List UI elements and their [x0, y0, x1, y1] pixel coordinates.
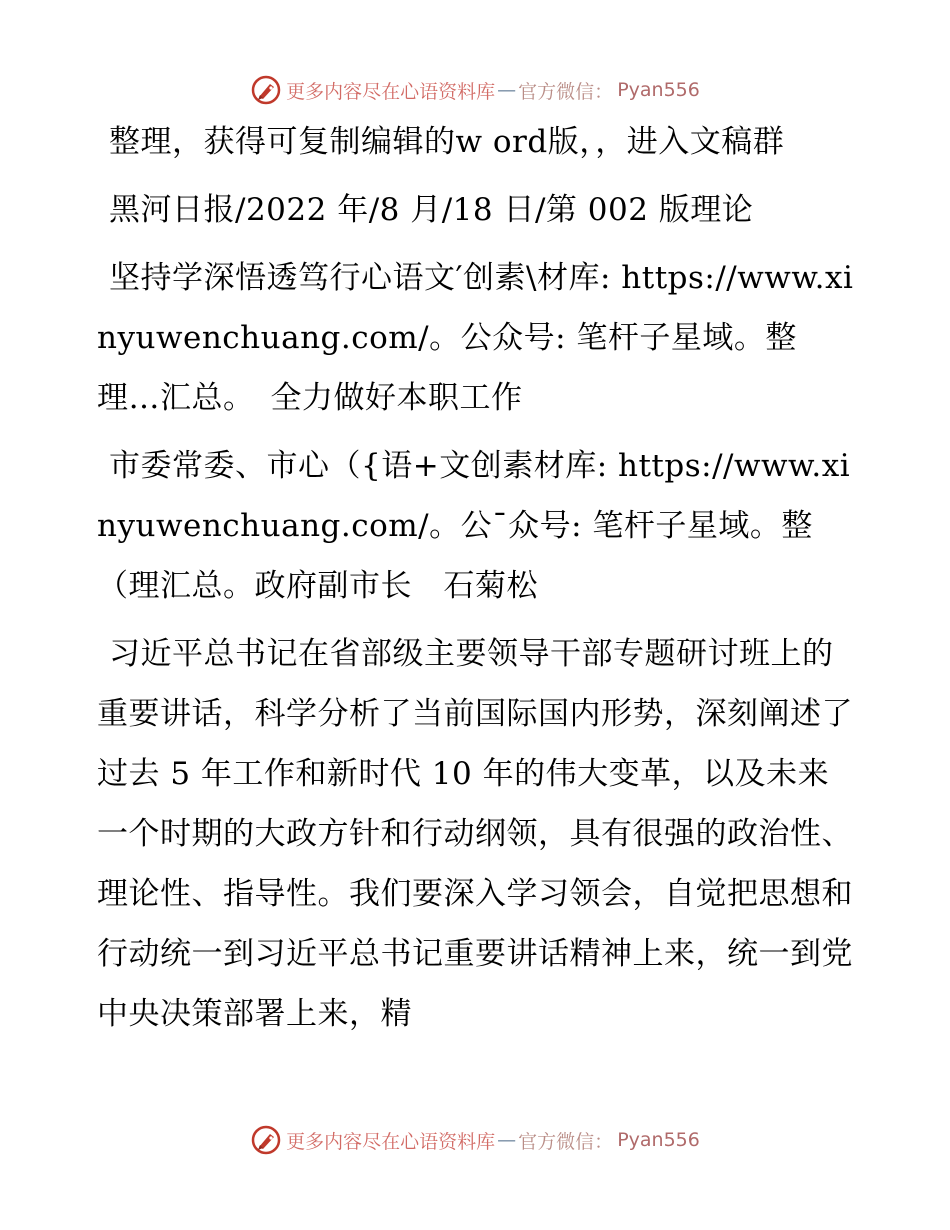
paragraph-3: 坚持学深悟透笃行心语文′创素\材库: https://www.xinyuwenchuang.com/。公众号: 笔杆子星域。整理…汇总。 全力做好本职工作 — [97, 260, 854, 416]
banner-official-label: 官方微信： — [518, 80, 614, 103]
banner-wechat-id: Pyan556 — [617, 1129, 700, 1151]
header-banner — [0, 70, 950, 110]
banner-official-label: 官方微信： — [518, 1130, 614, 1153]
paragraph-4: 市委常委、市心（{语+文创素材库: https://www.xinyuwenchuang.com/。公¯众号: 笔杆子星域。整（理汇总。政府副市长 石菊松 — [97, 448, 851, 604]
banner-separator: — — [497, 79, 517, 101]
paragraph-5: 习近平总书记在省部级主要领导干部专题研讨班上的重要讲话，科学分析了当前国际国内形势，深刻阐述了过去 5 年工作和新时代 10 年的伟大变革，以及未来一个时期的大政方针和行动纲领，具有很强的政治性、理论性、指导性。我们要深入学习领会，自觉把思想和行动统一到习近平总书记重要讲话精神上来，统一到党中央决策部署上来，精 — [97, 636, 853, 1032]
paragraph-2: 黑河日报/2022 年/8 月/18 日/第 002 版理论 — [109, 192, 754, 228]
pen-logo-icon — [250, 1124, 282, 1156]
paragraph-1: 整理，获得可复制编辑的w ord版，，进入文稿群 — [109, 124, 785, 160]
document-body — [97, 112, 857, 1052]
footer-banner — [0, 1120, 950, 1160]
banner-wechat-id: Pyan556 — [617, 79, 700, 101]
banner-separator: — — [497, 1129, 517, 1151]
banner-text: 更多内容尽在心语资料库 — [286, 1130, 496, 1153]
pen-logo-icon — [250, 74, 282, 106]
banner-text: 更多内容尽在心语资料库 — [286, 80, 496, 103]
